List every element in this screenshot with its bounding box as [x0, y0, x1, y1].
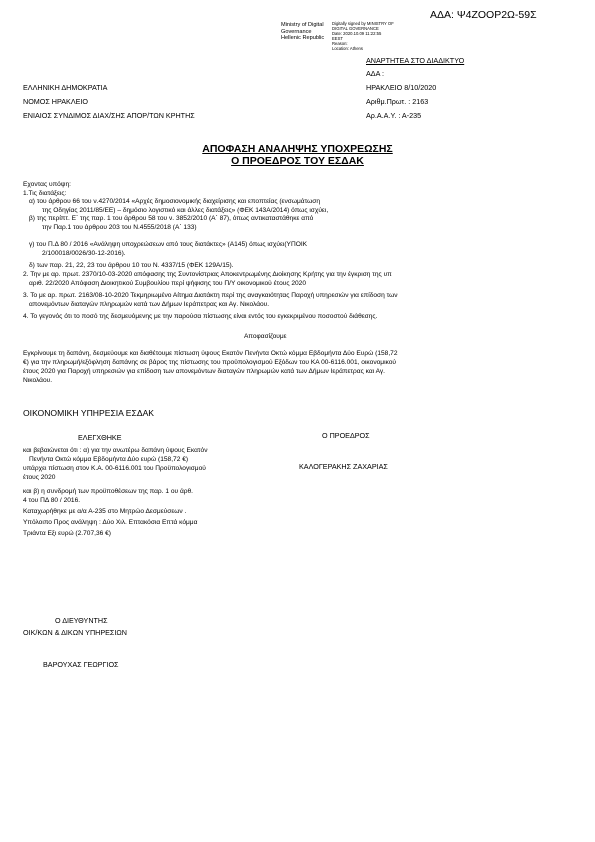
decision-text-line: Νικολάου. — [23, 377, 53, 384]
considerations-intro: Εχοντας υπόψη: — [23, 181, 72, 188]
aay-number: Αρ.Α.Α.Υ. : Α-235 — [366, 111, 422, 120]
signature-line: Governance — [281, 28, 312, 35]
signature-detail: Reason: — [332, 40, 348, 46]
finance-service-title: ΟΙΚΟΝΟΜΙΚΗ ΥΠΗΡΕΣΙΑ ΕΣΔΑΚ — [23, 408, 155, 418]
decision-heading: Αποφασίζουμε — [244, 333, 287, 340]
finance-checked-label: ΕΛΕΓΧΘΗΚΕ — [78, 433, 122, 442]
consideration-item: 1.Τις διατάξεις: — [23, 189, 67, 197]
header-republic: ΕΛΛΗΝΙΚΗ ΔΗΜΟΚΡΑΤΙΑ — [23, 83, 108, 92]
place-date: ΗΡΑΚΛΕΙΟ 8/10/2020 — [366, 83, 437, 92]
consideration-item: αριθ. 22/2020 Απόφαση Διοικητικού Συμβουλίου περί ψήφισης του Π/Υ οικονομικού έτους 2020 — [29, 279, 307, 287]
finance-text-line: 4 του ΠΔ 80 / 2016. — [23, 497, 81, 504]
decision-text-line: Εγκρίνουμε τη δαπάνη, δεσμεύουμε και διαθέτουμε πίστωση ύψους Εκατόν Πενήντα Οκτώ κόμμα Εβδομήντα Δύο Ευρώ (158,72 — [23, 350, 398, 357]
director-title: Ο ΔΙΕΥΘΥΝΤΗΣ — [55, 616, 108, 625]
consideration-item: 3. Το με αρ. πρωτ. 2163/08-10-2020 Τεκμηριωμένο Αίτημα Διατάκτη περί της αναγκαιότητας Παροχή υπηρεσιών για επίδοση των — [23, 292, 398, 299]
signature-detail: Location: Athens — [332, 45, 363, 51]
president-title: Ο ΠΡΟΕΔΡΟΣ — [322, 431, 370, 440]
consideration-item: 2. Την με αρ. πρωτ. 2370/10-03-2020 απόφασης της Συντονίστριας Αποκεντρωμένης Διοίκησης Κρήτης για την έγκριση της υπ — [23, 271, 392, 278]
director-department: ΟΙΚ/ΚΩΝ & ΔΙΚΩΝ ΥΠΗΡΕΣΙΩΝ — [23, 628, 127, 637]
signature-line: Hellenic Republic — [281, 35, 325, 41]
signature-detail: Digitally signed by MINISTRY OF — [332, 21, 394, 26]
finance-text-line: Τριάντα Εξι ευρώ (2.707,36 €) — [23, 530, 111, 537]
consideration-item: 2/100018/0026/30-12-2016). — [42, 250, 126, 257]
signature-detail: Date: 2020.10.09 11:22:55 — [332, 30, 382, 36]
signature-line: Ministry of Digital — [281, 22, 324, 28]
decision-text-line: έτους 2020 για Παροχή υπηρεσιών για επίδοση των απονεμόντων διαταγών πληρωμών κατά των Δήμων Ιεράπετρας και Αγ. — [23, 368, 385, 375]
finance-text-line: υπάρχει πίστωση στον Κ.Α. 00-6116.001 του Προϋπολογισμού — [23, 465, 206, 472]
consideration-item: δ) των παρ. 21, 22, 23 του άρθρου 10 του Ν. 4337/15 (ΦΕΚ 129Α/15). — [29, 262, 234, 269]
document-subtitle: Ο ΠΡΟΕΔΡΟΣ ΤΟΥ ΕΣΔΑΚ — [231, 155, 364, 167]
signature-detail: EEST — [332, 35, 343, 41]
president-name: ΚΑΛΟΓΕΡΑΚΗΣ ΖΑΧΑΡΙΑΣ — [299, 462, 388, 471]
consideration-item: της Οδηγίας 2011/85/ΕΕ) – δημόσιο λογιστικό και άλλες διατάξεις» (ΦΕΚ 143Α/2014) όπως ισχύει, — [42, 206, 329, 214]
signature-detail: DIGITAL GOVERNANCE — [332, 25, 379, 31]
consideration-item: β) της περίπτ. Ε΄ της παρ. 1 του άρθρου 58 του ν. 3852/2010 (Α΄ 87), όπως αντικαταστάθηκε από — [29, 215, 314, 222]
protocol-number: Αριθμ.Πρωτ. : 2163 — [366, 97, 429, 106]
finance-text-line: και β) η συνδρομή των προϋποθέσεων της παρ. 1 ου άρθ. — [23, 488, 194, 495]
finance-text-line: Καταχωρήθηκε με α/α Α-235 στο Μητρώο Δεσμεύσεων . — [23, 508, 187, 515]
finance-text-line: και βεβαιώνεται ότι : α) για την ανωτέρω δαπάνη ύψους Εκατόν — [23, 447, 208, 454]
finance-text-line: έτους 2020 — [23, 474, 56, 481]
ada-field: ΑΔΑ : — [366, 69, 384, 78]
posted-online-label: ΑΝΑΡΤΗΤΕΑ ΣΤΟ ΔΙΑΔΙΚΤΥΟ — [366, 56, 465, 65]
header-association: ΕΝΙΑΙΟΣ ΣΥΝΔΙΜΟΣ ΔΙΑΧ/ΣΗΣ ΑΠΟΡ/ΤΩΝ ΚΡΗΤΗΣ — [23, 111, 195, 120]
director-name: ΒΑΡΟΥΧΑΣ ΓΕΩΡΓΙΟΣ — [43, 660, 119, 669]
document-title: ΑΠΟΦΑΣΗ ΑΝΑΛΗΨΗΣ ΥΠΟΧΡΕΩΣΗΣ — [202, 143, 393, 155]
consideration-item: α) του άρθρου 66 του ν.4270/2014 «Αρχές δημοσιονομικής διαχείρισης και εποπτείας (ενσωμάτωση — [29, 198, 320, 205]
ada-code: ΑΔΑ: Ψ4ΖΟΟΡ2Ω-59Σ — [430, 9, 537, 21]
finance-text-line: Υπόλοιπο Προς ανάληψη : Δύο Χιλ. Επτακόσια Επτά κόμμα — [23, 519, 198, 526]
header-prefecture: ΝΟΜΟΣ ΗΡΑΚΛΕΙΟ — [23, 97, 89, 106]
consideration-item: 4. Το γεγονός ότι το ποσό της δεσμευόμενης με την παρούσα πίστωσης είναι εντός του εγκεκριμένου ποσοστού διάθεσης. — [23, 313, 378, 320]
finance-text-line: Πενήντα Οκτώ κόμμα Εβδομήντα Δύο ευρώ (158,72 €) — [29, 456, 189, 463]
consideration-item: γ) του Π.Δ 80 / 2016 «Ανάληψη υποχρεώσεων από τους διατάκτες» (Α145) όπως ισχύει(ΥΠΟΙΚ — [29, 241, 308, 248]
consideration-item: απονεμόντων διαταγών πληρωμών κατά των Δήμων Ιεράπετρας και Αγ. Νικολάου. — [29, 300, 270, 308]
decision-text-line: €) για την πληρωμή/εξόφληση δαπάνης σε βάρος της πίστωσης του προϋπολογισμού Εξόδων του ΚΑ 00-6116.001, οικονομικού — [23, 359, 397, 366]
consideration-item: την Παρ.1 του άρθρου 203 του Ν.4555/2018 (Α΄ 133) — [42, 223, 197, 231]
